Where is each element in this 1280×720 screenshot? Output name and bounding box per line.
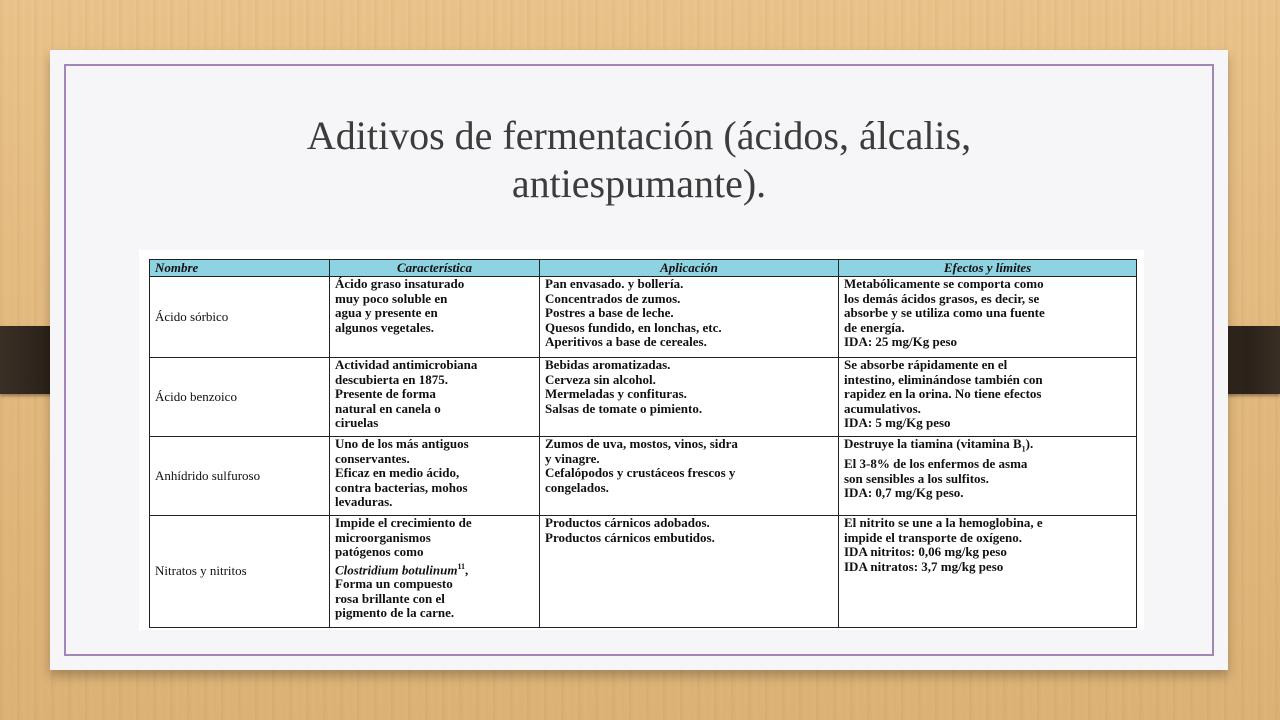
slide-title <box>50 112 1228 208</box>
cell-line: Postres a base de leche. <box>545 306 674 320</box>
cell-line: Pan envasado. y bollería. <box>545 277 684 291</box>
subscript: 1 <box>1021 444 1026 454</box>
cell-caracteristica <box>330 277 540 358</box>
cell-efectos <box>839 437 1137 516</box>
cell-line: IDA: 25 mg/Kg peso <box>844 335 958 349</box>
cell-line: pigmento de la carne. <box>335 606 455 621</box>
cell-line: natural en canela o <box>335 401 441 416</box>
header-caracteristica: Característica <box>330 260 540 277</box>
cell-line: Se absorbe rápidamente en el <box>844 358 1008 372</box>
cell-line: Clostridium botulinum$^{11}$, <box>335 561 469 577</box>
cell-line: Bebidas aromatizadas. <box>545 358 671 372</box>
cell-line: agua y presente en <box>335 306 438 320</box>
cell-line: IDA nitratos: 3,7 mg/kg peso <box>844 559 1004 574</box>
cell-line: El 3-8% de los enfermos de asma <box>844 457 1028 472</box>
species-name: Clostridium botulinum <box>335 561 458 577</box>
cell-aplicacion <box>540 277 839 358</box>
table-row <box>150 516 1137 628</box>
cell-caracteristica <box>330 437 540 516</box>
cell-caracteristica <box>330 516 540 628</box>
cell-line: son sensibles a los sulfitos. <box>844 471 989 486</box>
cell-efectos <box>839 277 1137 358</box>
cell-line: Metabólicamente se comporta como <box>844 277 1044 291</box>
table-row <box>150 437 1137 516</box>
cell-line: rapidez en la orina. No tiene efectos <box>844 387 1042 401</box>
cell-aplicacion <box>540 437 839 516</box>
cell-line: microorganismos <box>335 530 431 545</box>
cell-line: Ácido graso insaturado <box>335 277 465 291</box>
header-efectos: Efectos y límites <box>839 260 1137 277</box>
cell-line: Concentrados de zumos. <box>545 291 681 306</box>
cell-line: descubierta en 1875. <box>335 372 449 387</box>
cell-line: contra bacterias, mohos <box>335 480 468 495</box>
cell-line: muy poco soluble en <box>335 291 448 306</box>
cell-line: patógenos como <box>335 545 424 559</box>
cell-line: levaduras. <box>335 495 393 509</box>
cell-line: Zumos de uva, mostos, vinos, sidra <box>545 437 738 451</box>
cell-line: Productos cárnicos adobados. <box>545 516 710 530</box>
cell-caracteristica <box>330 358 540 437</box>
cell-line: Uno de los más antiguos <box>335 437 469 451</box>
header-aplicacion: Aplicación <box>540 260 839 277</box>
cell-line: conservantes. <box>335 451 410 466</box>
cell-nombre: Ácido benzoico <box>150 358 330 437</box>
cell-nombre: Anhídrido sulfuroso <box>150 437 330 516</box>
cell-line: Actividad antimicrobiana <box>335 358 478 372</box>
cell-line: Impide el crecimiento de <box>335 516 472 530</box>
table-row <box>150 358 1137 437</box>
footnote-ref: 11 <box>457 561 466 571</box>
cell-line: de energía. <box>844 320 905 335</box>
cell-line: y vinagre. <box>545 451 600 466</box>
cell-line: Mermeladas y confituras. <box>545 387 687 401</box>
slide-title-line-1: Aditivos de fermentación (ácidos, álcalis, <box>306 113 972 158</box>
cell-line: Forma un compuesto <box>335 577 453 592</box>
cell-line: Destruye la tiamina (vitamina $B_1$). <box>844 437 1034 454</box>
cell-line: Eficaz en medio ácido, <box>335 466 460 480</box>
cell-nombre: Ácido sórbico <box>150 277 330 358</box>
cell-line: intestino, eliminándose también con <box>844 372 1043 387</box>
cell-line: Aperitivos a base de cereales. <box>545 335 707 349</box>
cell-line: Presente de forma <box>335 387 436 401</box>
cell-efectos <box>839 516 1137 628</box>
cell-line: los demás ácidos grasos, es decir, se <box>844 291 1040 306</box>
header-nombre: Nombre <box>150 260 330 277</box>
cell-line: ciruelas <box>335 416 379 430</box>
slide-card <box>50 50 1228 670</box>
cell-line: El nitrito se une a la hemoglobina, e <box>844 516 1043 530</box>
cell-line: acumulativos. <box>844 401 921 416</box>
cell-line: congelados. <box>545 480 609 495</box>
cell-line: Productos cárnicos embutidos. <box>545 530 715 545</box>
cell-line: Cerveza sin alcohol. <box>545 372 656 387</box>
cell-line: impide el transporte de oxígeno. <box>844 530 1023 545</box>
slide-title-line-2: antiespumante). <box>511 161 767 206</box>
cell-line: IDA nitritos: 0,06 mg/kg peso <box>844 545 1007 559</box>
cell-line: Salsas de tomate o pimiento. <box>545 401 703 416</box>
table-image <box>139 250 1144 630</box>
cell-line: algunos vegetales. <box>335 320 434 335</box>
cell-aplicacion <box>540 516 839 628</box>
cell-aplicacion <box>540 358 839 437</box>
table-row <box>150 277 1137 358</box>
additives-table <box>149 259 1137 628</box>
cell-efectos <box>839 358 1137 437</box>
cell-line: absorbe y se utiliza como una fuente <box>844 306 1045 320</box>
cell-line: IDA: 0,7 mg/Kg peso. <box>844 486 964 501</box>
table-header-row <box>150 260 1137 277</box>
cell-line: Cefalópodos y crustáceos frescos y <box>545 466 736 480</box>
cell-nombre: Nitratos y nitritos <box>150 516 330 628</box>
cell-line: rosa brillante con el <box>335 591 445 606</box>
cell-line: IDA: 5 mg/Kg peso <box>844 416 951 430</box>
cell-line: Quesos fundido, en lonchas, etc. <box>545 320 722 335</box>
